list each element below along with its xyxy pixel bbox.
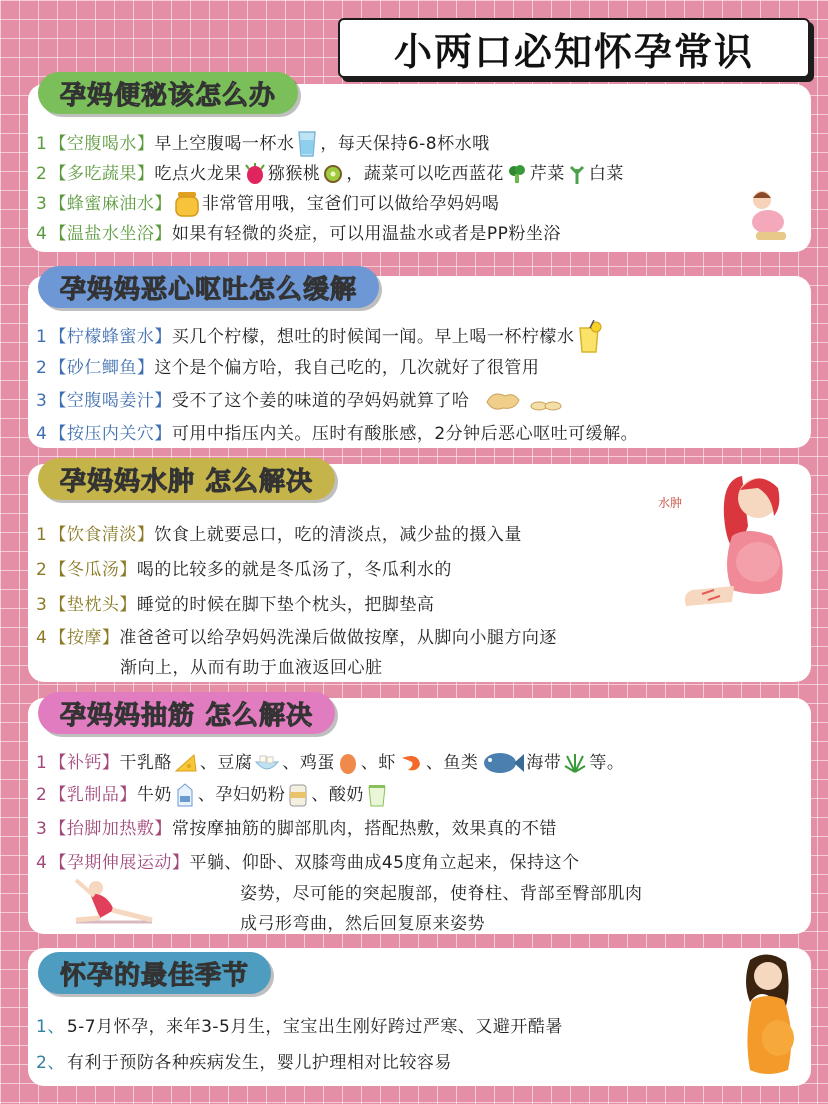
section-heading: 孕妈妈抽筋 怎么解决: [38, 692, 335, 734]
list-item: 4 【温盐水坐浴】如果有轻微的炎症，可以用温盐水或者是PP粉坐浴: [36, 224, 561, 244]
water-glass-icon: [296, 130, 318, 158]
list-item: 3 【蜂蜜麻油水】 非常管用哦，宝爸们可以做给孕妈妈喝: [36, 189, 499, 218]
section-heading: 孕妈便秘该怎么办: [38, 72, 298, 114]
fish-icon: [480, 750, 524, 776]
stretching-woman-illustration: [56, 870, 166, 930]
section-nausea: [28, 276, 811, 448]
list-item: 2 【多吃蔬果】吃点火龙果 猕猴桃 ，蔬菜可以吃西蓝花 芹菜 白菜: [36, 164, 624, 184]
celery-icon: [567, 163, 587, 185]
section-best-season: [28, 948, 811, 1086]
list-item: 3 【空腹喝姜汁】受不了这个姜的味道的孕妈妈就算了哈: [36, 386, 565, 414]
swollen-leg-pregnant-woman-illustration: [662, 466, 802, 616]
list-item: 4 【按摩】准爸爸可以给孕妈妈洗澡后做做按摩，从脚向小腿方向逐: [36, 628, 557, 648]
seaweed-icon: [563, 752, 587, 774]
honey-jar-icon: [174, 190, 200, 218]
kiwi-icon: [322, 163, 344, 185]
page-title: 小两口必知怀孕常识: [338, 18, 810, 78]
list-item: 2 【砂仁鲫鱼】这个是个偏方哈，我自己吃的，几次就好了很管用: [36, 358, 540, 378]
list-item: 4 【按压内关穴】可用中指压内关。压时有酸胀感，2分钟后恶心呕吐可缓解。: [36, 424, 639, 444]
list-item-continuation: 渐向上，从而有助于血液返回心脏: [120, 658, 383, 678]
section-constipation: [28, 80, 811, 252]
list-item: 4 【孕期伸展运动】平躺、仰卧、双膝弯曲成45度角立起来，保持这个: [36, 853, 580, 873]
section-heading: 怀孕的最佳季节: [38, 952, 271, 994]
section-heading: 孕妈妈恶心呕吐怎么缓解: [38, 266, 379, 308]
list-item: 3 【垫枕头】睡觉的时候在脚下垫个枕头，把脚垫高: [36, 595, 435, 615]
list-item-continuation: 成弓形弯曲，然后回复原来姿势: [240, 914, 485, 934]
pregnant-woman-illustration: [734, 952, 804, 1086]
cheese-icon: [174, 751, 198, 775]
shrimp-icon: [398, 752, 424, 774]
yogurt-cup-icon: [366, 782, 388, 808]
section-heading: 孕妈妈水肿 怎么解决: [38, 458, 335, 500]
section-cramps: [28, 698, 811, 934]
milk-powder-can-icon: [287, 782, 309, 808]
list-item-continuation: 姿势，尽可能的突起腹部，使脊柱、背部至臀部肌肉: [240, 884, 643, 904]
egg-icon: [337, 751, 359, 775]
lemon-drink-icon: [576, 320, 602, 354]
tofu-bowl-icon: [254, 752, 280, 774]
sitting-pregnant-woman-illustration: [738, 186, 798, 246]
list-item: 2、 有利于预防各种疾病发生，婴儿护理相对比较容易: [36, 1053, 452, 1073]
dragon-fruit-icon: [244, 163, 266, 185]
list-item: 1 【空腹喝水】早上空腹喝一杯水 ，每天保持6-8杯水哦: [36, 129, 490, 158]
section-edema: [28, 464, 811, 682]
list-item: 1 【柠檬蜂蜜水】买几个柠檬，想吐的时候闻一闻。早上喝一杯柠檬水: [36, 320, 604, 354]
list-item: 2 【冬瓜汤】喝的比较多的就是冬瓜汤了，冬瓜利水的: [36, 560, 452, 580]
ginger-icon: [483, 388, 563, 414]
edema-label: 水肿: [658, 496, 683, 510]
milk-carton-icon: [174, 782, 196, 808]
list-item: 3 【抬脚加热敷】常按摩抽筋的脚部肌肉，搭配热敷，效果真的不错: [36, 819, 557, 839]
list-item: 1 【饮食清淡】饮食上就要忌口，吃的清淡点，减少盐的摄入量: [36, 525, 522, 545]
broccoli-icon: [506, 163, 528, 185]
list-item: 1、 5-7月怀孕，来年3-5月生，宝宝出生刚好跨过严寒、又避开酷暑: [36, 1017, 563, 1037]
list-item: 1 【补钙】干乳酪 、豆腐 、鸡蛋 、虾 、鱼类 海带 等。: [36, 748, 624, 776]
list-item: 2 【乳制品】牛奶 、孕妇奶粉 、酸奶: [36, 780, 390, 808]
